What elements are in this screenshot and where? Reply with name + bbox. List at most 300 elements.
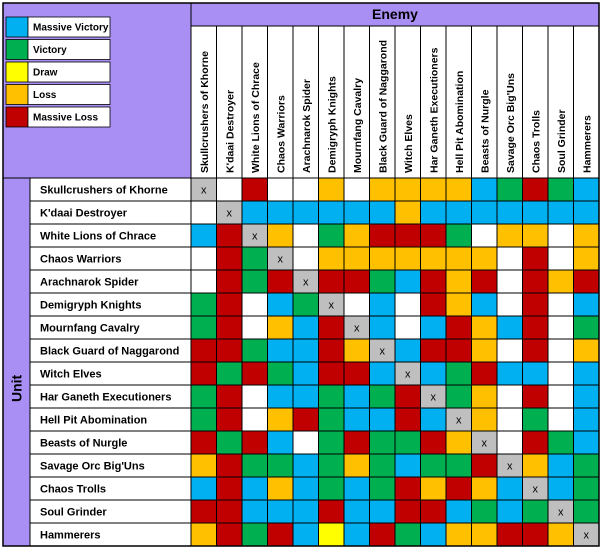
heatmap-cell [472, 339, 498, 362]
heatmap-cell [319, 316, 345, 339]
unit-axis-title: Unit [8, 374, 25, 402]
heatmap-cell [548, 224, 574, 247]
heatmap-cell [574, 201, 600, 224]
heatmap-cell [574, 408, 600, 431]
heatmap-cell [395, 339, 421, 362]
heatmap-cell [268, 293, 294, 316]
heatmap-cell [395, 224, 421, 247]
heatmap-cell [370, 362, 396, 385]
diagonal-marker: x [405, 368, 411, 381]
diagonal-marker: x [583, 529, 589, 542]
heatmap-cell [472, 293, 498, 316]
heatmap-cell [446, 339, 472, 362]
heatmap-cell [472, 270, 498, 293]
heatmap-cell [191, 431, 217, 454]
heatmap-cell [395, 523, 421, 546]
heatmap-cell [472, 201, 498, 224]
row-header-label: Arachnarok Spider [40, 276, 139, 289]
heatmap-cell [523, 408, 549, 431]
heatmap-cell [319, 385, 345, 408]
row-header-label: Hell Pit Abomination [40, 414, 148, 427]
heatmap-cell [293, 316, 319, 339]
column-header-label: Chaos Trolls [530, 109, 543, 173]
heatmap-cell [217, 500, 243, 523]
heatmap-cell [344, 454, 370, 477]
heatmap-cell [574, 454, 600, 477]
row-header-label: Chaos Trolls [40, 483, 107, 496]
heatmap-cell [446, 201, 472, 224]
heatmap-cell [319, 408, 345, 431]
diagonal-marker: x [328, 299, 334, 312]
heatmap-cell [472, 247, 498, 270]
heatmap-cell [446, 431, 472, 454]
heatmap-cell [395, 270, 421, 293]
heatmap-cell [421, 293, 447, 316]
heatmap-cell [497, 408, 523, 431]
heatmap-cell [217, 454, 243, 477]
column-header-label: Beasts of Nurgle [479, 89, 492, 173]
heatmap-cell [421, 408, 447, 431]
row-header-label: Skullcrushers of Khorne [40, 184, 168, 197]
heatmap-cell [395, 408, 421, 431]
heatmap-cell [191, 523, 217, 546]
heatmap-cell [548, 362, 574, 385]
heatmap-cell [319, 362, 345, 385]
heatmap-cell [548, 339, 574, 362]
heatmap-cell [548, 408, 574, 431]
heatmap-cell [472, 224, 498, 247]
heatmap-cell [472, 385, 498, 408]
heatmap-cell [548, 178, 574, 201]
heatmap-cell [421, 247, 447, 270]
heatmap-cell [523, 224, 549, 247]
diagonal-marker: x [481, 437, 487, 450]
heatmap-cell [370, 408, 396, 431]
heatmap-cell [574, 339, 600, 362]
heatmap-cell [191, 339, 217, 362]
heatmap-cell [217, 247, 243, 270]
heatmap-cell [523, 385, 549, 408]
heatmap-cell [574, 500, 600, 523]
heatmap-cell [497, 431, 523, 454]
heatmap-cell [242, 339, 268, 362]
heatmap-cell [370, 293, 396, 316]
heatmap-cell [319, 201, 345, 224]
heatmap-cell [548, 316, 574, 339]
heatmap-cell [395, 293, 421, 316]
heatmap-cell [268, 385, 294, 408]
heatmap-cell [268, 500, 294, 523]
heatmap-cell [191, 247, 217, 270]
heatmap-cell [497, 224, 523, 247]
heatmap-cell [497, 477, 523, 500]
diagonal-marker: x [354, 322, 360, 335]
legend-swatch [6, 40, 28, 60]
heatmap-cell [421, 523, 447, 546]
heatmap-cell [191, 293, 217, 316]
heatmap-cell [472, 362, 498, 385]
heatmap-cell [293, 293, 319, 316]
heatmap-cell [344, 339, 370, 362]
heatmap-cell [395, 201, 421, 224]
heatmap-cell [217, 224, 243, 247]
heatmap-cell [446, 523, 472, 546]
diagonal-marker: x [379, 345, 385, 358]
heatmap-cell [574, 270, 600, 293]
heatmap-cell [523, 362, 549, 385]
heatmap-cell [370, 477, 396, 500]
heatmap-cell [242, 454, 268, 477]
diagonal-marker: x [201, 184, 207, 197]
heatmap-cell [319, 477, 345, 500]
heatmap-cell [217, 362, 243, 385]
heatmap-cell [497, 293, 523, 316]
heatmap-cell [344, 224, 370, 247]
enemy-axis-title: Enemy [372, 6, 418, 22]
heatmap-cell [395, 385, 421, 408]
row-header-label: Mournfang Cavalry [40, 322, 140, 335]
heatmap-cell [446, 178, 472, 201]
heatmap-cell [523, 270, 549, 293]
heatmap-cell [497, 201, 523, 224]
heatmap-cell [268, 431, 294, 454]
heatmap-cell [293, 362, 319, 385]
heatmap-cell [344, 270, 370, 293]
heatmap-cell [242, 477, 268, 500]
heatmap-cell [293, 178, 319, 201]
heatmap-cell [217, 339, 243, 362]
column-header-label: Skullcrushers of Khorne [198, 51, 211, 173]
heatmap-cell [421, 178, 447, 201]
heatmap-cell [268, 454, 294, 477]
heatmap-cell [497, 385, 523, 408]
heatmap-cell [293, 408, 319, 431]
row-header-label: Black Guard of Naggarond [40, 345, 180, 358]
heatmap-cell [344, 362, 370, 385]
heatmap-cell [472, 408, 498, 431]
heatmap-cell [395, 247, 421, 270]
heatmap-cell [523, 178, 549, 201]
diagonal-marker: x [252, 230, 258, 243]
heatmap-cell [319, 270, 345, 293]
heatmap-cell [574, 385, 600, 408]
heatmap-cell [242, 500, 268, 523]
heatmap-cell [191, 408, 217, 431]
heatmap-cell [344, 500, 370, 523]
heatmap-cell [548, 293, 574, 316]
heatmap-cell [242, 316, 268, 339]
heatmap-cell [497, 339, 523, 362]
column-header-label: Hammerers [581, 115, 594, 173]
heatmap-cell [319, 431, 345, 454]
heatmap-cell [523, 454, 549, 477]
heatmap-cell [217, 523, 243, 546]
heatmap-cell [421, 316, 447, 339]
heatmap-cell [319, 247, 345, 270]
column-header-label: Black Guard of Naggarond [377, 39, 390, 173]
column-header-label: K'daai Destroyer [224, 89, 237, 173]
heatmap-cell [421, 362, 447, 385]
column-header-label: Chaos Warriors [275, 95, 288, 173]
heatmap-cell [370, 178, 396, 201]
column-header-label: Mournfang Cavalry [351, 77, 364, 173]
heatmap-cell [344, 385, 370, 408]
diagonal-marker: x [303, 276, 309, 289]
heatmap-cell [268, 178, 294, 201]
heatmap-cell [523, 523, 549, 546]
heatmap-cell [472, 454, 498, 477]
heatmap-cell [319, 454, 345, 477]
row-header-label: Chaos Warriors [40, 253, 122, 266]
diagonal-marker: x [226, 207, 232, 220]
heatmap-cell [370, 316, 396, 339]
heatmap-cell [446, 362, 472, 385]
heatmap-cell [370, 247, 396, 270]
heatmap-cell [574, 362, 600, 385]
heatmap-cell [217, 408, 243, 431]
heatmap-cell [523, 500, 549, 523]
heatmap-cell [395, 477, 421, 500]
heatmap-cell [446, 385, 472, 408]
heatmap-cell [497, 247, 523, 270]
row-header-label: Soul Grinder [40, 506, 107, 519]
heatmap-cell [574, 224, 600, 247]
heatmap-cell [497, 270, 523, 293]
row-header-label: Witch Elves [40, 368, 102, 381]
heatmap-cell [370, 270, 396, 293]
heatmap-cell [370, 523, 396, 546]
legend-swatch [6, 107, 28, 127]
heatmap-cell [293, 339, 319, 362]
heatmap-cell [548, 477, 574, 500]
heatmap-cell [268, 270, 294, 293]
heatmap-cell [242, 385, 268, 408]
heatmap-cell [497, 316, 523, 339]
heatmap-cell [395, 454, 421, 477]
column-header-label: Soul Grinder [555, 109, 568, 173]
heatmap-cell [446, 270, 472, 293]
heatmap-cell [268, 362, 294, 385]
heatmap-cell [242, 270, 268, 293]
heatmap-cell [421, 339, 447, 362]
heatmap-cell [242, 178, 268, 201]
heatmap-cell [370, 201, 396, 224]
row-header-label: Savage Orc Big'Uns [40, 460, 145, 473]
heatmap-cell [446, 293, 472, 316]
heatmap-cell [446, 247, 472, 270]
heatmap-cell [446, 500, 472, 523]
heatmap-cell [548, 385, 574, 408]
heatmap-cell [548, 431, 574, 454]
legend-label: Draw [33, 67, 58, 79]
heatmap-cell [472, 178, 498, 201]
heatmap-cell [344, 408, 370, 431]
heatmap-cell [421, 500, 447, 523]
heatmap-cell [574, 247, 600, 270]
heatmap-cell [370, 454, 396, 477]
heatmap-cell [421, 477, 447, 500]
heatmap-cell [548, 247, 574, 270]
heatmap-cell [370, 385, 396, 408]
heatmap-cell [497, 500, 523, 523]
diagonal-marker: x [558, 506, 564, 519]
heatmap-cell [268, 224, 294, 247]
legend-swatch [6, 17, 28, 37]
heatmap-cell [217, 477, 243, 500]
heatmap-cell [191, 454, 217, 477]
heatmap-cell [242, 431, 268, 454]
heatmap-cell [293, 523, 319, 546]
heatmap-cell [293, 224, 319, 247]
heatmap-cell [574, 316, 600, 339]
heatmap-cell [421, 454, 447, 477]
heatmap-cell [319, 500, 345, 523]
heatmap-cell [344, 293, 370, 316]
heatmap-cell [242, 201, 268, 224]
heatmap-cell [344, 431, 370, 454]
row-header-label: Har Ganeth Executioners [40, 391, 172, 404]
legend-label: Massive Loss [33, 112, 99, 124]
heatmap-cell [497, 362, 523, 385]
column-header-label: Savage Orc Big'Uns [504, 73, 517, 173]
heatmap-cell [472, 477, 498, 500]
diagonal-marker: x [430, 391, 436, 404]
heatmap-cell [293, 247, 319, 270]
heatmap-cell [217, 270, 243, 293]
heatmap-cell [472, 523, 498, 546]
heatmap-cell [191, 362, 217, 385]
column-header-label: White Lions of Chrace [249, 62, 262, 173]
heatmap-cell [319, 224, 345, 247]
heatmap-cell [523, 293, 549, 316]
heatmap-cell [421, 224, 447, 247]
heatmap-cell [370, 431, 396, 454]
heatmap-cell [344, 201, 370, 224]
heatmap-cell [370, 500, 396, 523]
heatmap-cell [268, 201, 294, 224]
row-header-label: Demigryph Knights [40, 299, 142, 312]
heatmap-cell [191, 316, 217, 339]
heatmap-cell [293, 454, 319, 477]
heatmap-cell [395, 431, 421, 454]
heatmap-cell [217, 316, 243, 339]
legend-swatch [6, 62, 28, 82]
heatmap-cell [446, 224, 472, 247]
heatmap-cell [191, 224, 217, 247]
heatmap-cell [191, 201, 217, 224]
heatmap-cell [574, 178, 600, 201]
column-header-label: Har Ganeth Executioners [428, 47, 441, 173]
heatmap-cell [421, 270, 447, 293]
column-header-label: Hell Pit Abomination [453, 70, 466, 173]
heatmap-cell [472, 316, 498, 339]
heatmap-cell [319, 523, 345, 546]
heatmap-cell [548, 523, 574, 546]
heatmap-cell [523, 339, 549, 362]
heatmap-cell [217, 431, 243, 454]
heatmap-cell [242, 523, 268, 546]
heatmap-cell [293, 477, 319, 500]
heatmap-cell [268, 477, 294, 500]
heatmap-cell [523, 431, 549, 454]
heatmap-cell [217, 178, 243, 201]
heatmap-cell [523, 316, 549, 339]
heatmap-cell [574, 477, 600, 500]
heatmap-cell [574, 431, 600, 454]
heatmap-cell [446, 454, 472, 477]
heatmap-cell [344, 477, 370, 500]
heatmap-cell [268, 408, 294, 431]
heatmap-cell [191, 477, 217, 500]
heatmap-cell [242, 247, 268, 270]
heatmap-cell [523, 247, 549, 270]
legend-swatch [6, 85, 28, 105]
heatmap-cell [242, 408, 268, 431]
heatmap-cell [268, 316, 294, 339]
heatmap-cell [497, 178, 523, 201]
heatmap-cell [293, 201, 319, 224]
heatmap-cell [395, 178, 421, 201]
heatmap-cell [344, 247, 370, 270]
heatmap-cell [421, 431, 447, 454]
heatmap-cell [497, 523, 523, 546]
heatmap-cell [574, 293, 600, 316]
heatmap-cell [268, 339, 294, 362]
diagonal-marker: x [277, 253, 283, 266]
heatmap-cell [217, 385, 243, 408]
heatmap-cell [191, 385, 217, 408]
heatmap-cell [293, 385, 319, 408]
heatmap-cell [319, 339, 345, 362]
heatmap-cell [344, 523, 370, 546]
heatmap-cell [548, 270, 574, 293]
heatmap-cell [446, 477, 472, 500]
row-header-label: Beasts of Nurgle [40, 437, 128, 450]
legend-label: Massive Victory [33, 22, 109, 34]
column-header-label: Demigryph Knights [326, 76, 339, 173]
heatmap-cell [548, 201, 574, 224]
heatmap-cell [268, 523, 294, 546]
heatmap-cell [395, 316, 421, 339]
heatmap-cell [446, 316, 472, 339]
diagonal-marker: x [456, 414, 462, 427]
heatmap-cell [472, 500, 498, 523]
heatmap-cell [395, 500, 421, 523]
diagonal-marker: x [532, 483, 538, 496]
row-header-label: K'daai Destroyer [40, 207, 127, 220]
heatmap-cell [242, 362, 268, 385]
row-header-label: White Lions of Chrace [40, 230, 157, 243]
heatmap-cell [242, 293, 268, 316]
column-header-label: Arachnarok Spider [300, 79, 313, 173]
legend-label: Victory [33, 45, 67, 56]
heatmap-cell [523, 201, 549, 224]
column-header-label: Witch Elves [402, 114, 415, 173]
diagonal-marker: x [507, 460, 513, 473]
row-header-label: Hammerers [40, 529, 101, 542]
heatmap-cell [191, 270, 217, 293]
heatmap-cell [421, 201, 447, 224]
heatmap-cell [293, 431, 319, 454]
heatmap-cell [548, 454, 574, 477]
heatmap-cell [319, 178, 345, 201]
heatmap-cell [370, 224, 396, 247]
heatmap-cell [293, 500, 319, 523]
unit-axis-strip [3, 178, 30, 546]
heatmap-cell [191, 500, 217, 523]
legend-label: Loss [33, 90, 57, 101]
heatmap-cell [344, 178, 370, 201]
